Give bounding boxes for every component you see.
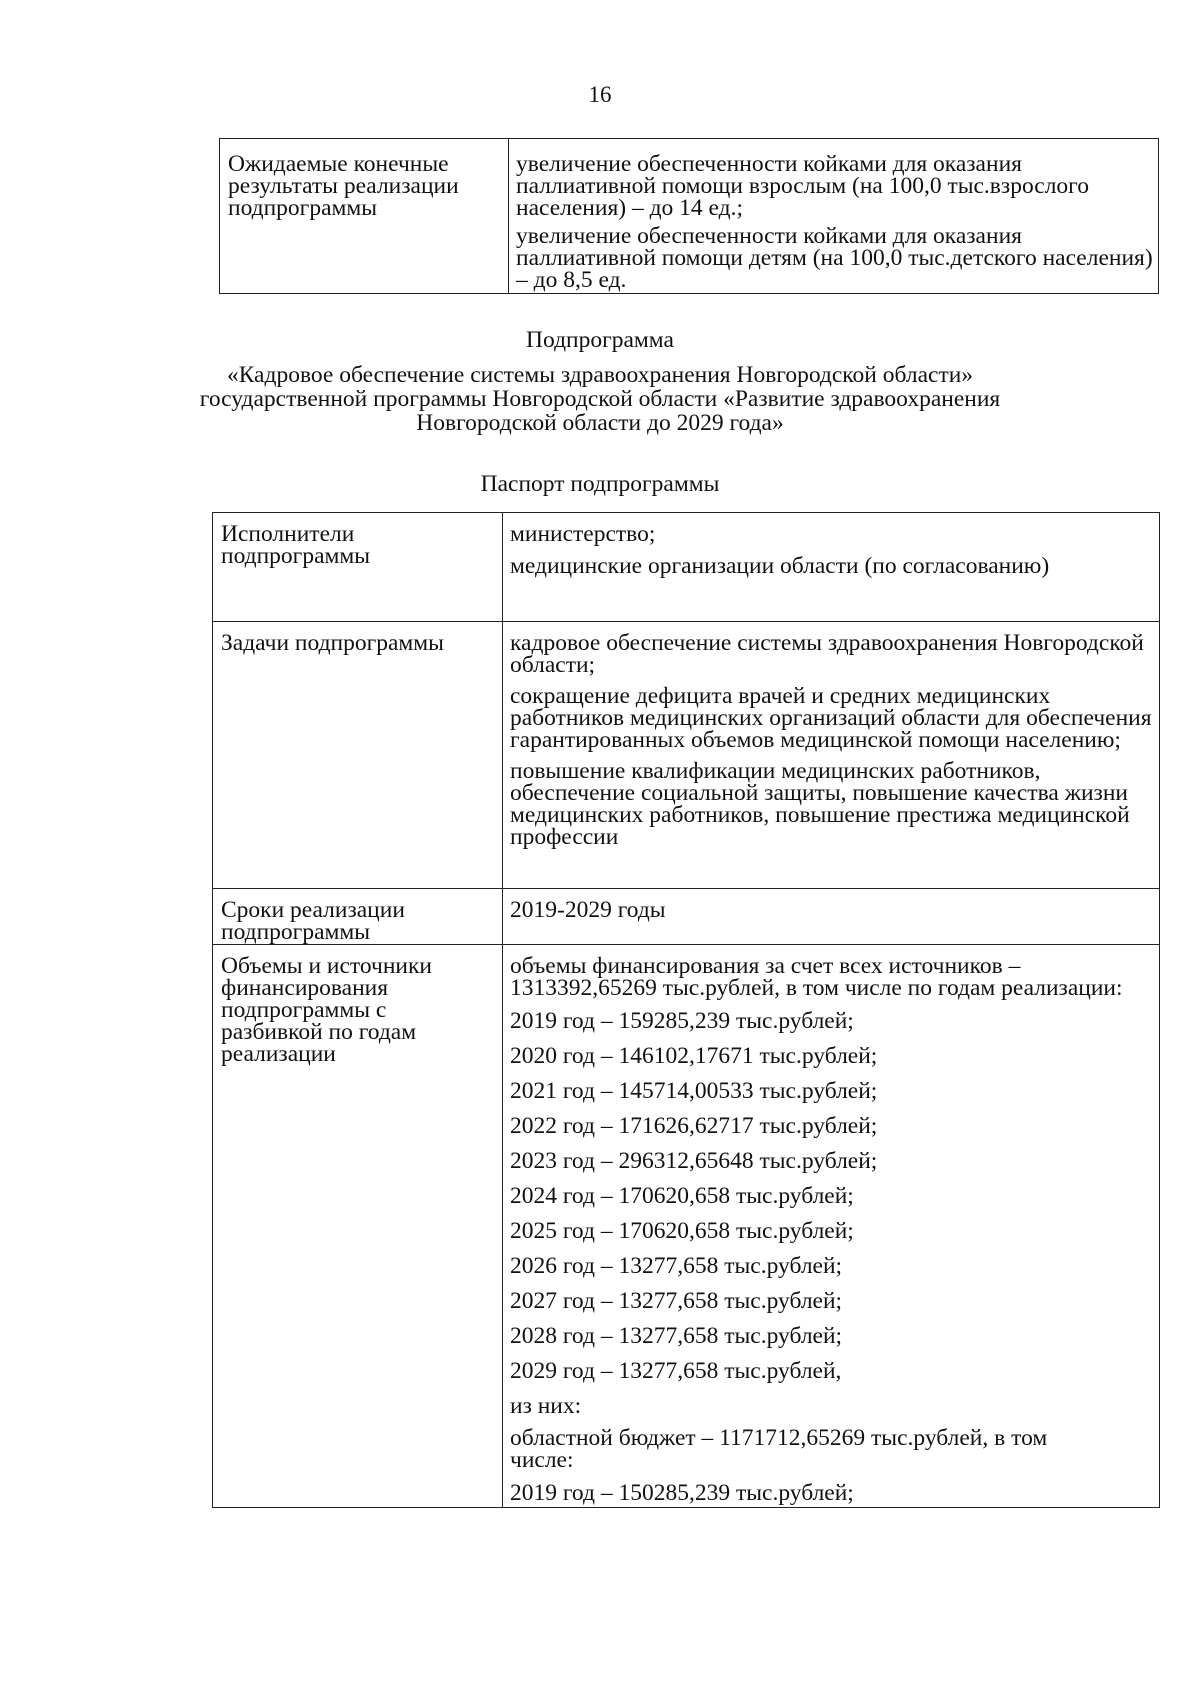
funding-year-line: 2028 год – 13277,658 тыс.рублей;	[510, 1323, 843, 1349]
table-row	[213, 622, 1160, 889]
table-row	[213, 889, 1160, 945]
expected-result-adults: увеличение обеспеченности койками для оказания паллиативной помощи взрослым (на 100,0 тыс.взрослого населения) – до 14 ед.;	[516, 151, 1089, 221]
funding-year-line: 2026 год – 13277,658 тыс.рублей;	[510, 1253, 843, 1279]
subprogram-title	[0, 363, 1200, 435]
funding-values	[503, 945, 1160, 1508]
performers-values	[503, 513, 1160, 622]
performer-medical-organizations: медицинские организации области (по согласованию)	[510, 553, 1050, 579]
page-number: 16	[588, 82, 612, 107]
funding-year-line: 2025 год – 170620,658 тыс.рублей;	[510, 1218, 854, 1244]
performer-ministry: министерство;	[510, 521, 656, 547]
funding-regional-budget	[510, 1427, 1155, 1471]
terms-label	[213, 889, 503, 945]
funding-year-line: 2023 год – 296312,65648 тыс.рублей;	[510, 1148, 878, 1174]
task-staffing: кадровое обеспечение системы здравоохранения Новгородской области;	[510, 630, 1144, 678]
performers-label-text: Исполнители подпрограммы	[221, 521, 371, 569]
expected-results-table	[219, 138, 1159, 294]
subprogram-heading: Подпрограмма	[526, 327, 674, 353]
funding-year-line: 2019 год – 159285,239 тыс.рублей;	[510, 1008, 854, 1034]
task-qualification: повышение квалификации медицинских работников, обеспечение социальной защиты, повышение качества жизни медицинских работников, повышение престижа медицинской профессии	[510, 758, 1130, 850]
table-row	[213, 945, 1160, 1508]
terms-value: 2019-2029 годы	[503, 889, 1160, 945]
tasks-values	[503, 622, 1160, 889]
funding-year-line: 2020 год – 146102,17671 тыс.рублей;	[510, 1043, 878, 1069]
passport-heading: Паспорт подпрограммы	[480, 471, 720, 497]
task-deficit-reduction: сокращение дефицита врачей и средних медицинских работников медицинских организаций области для обеспечения гарантированных объемов медицинской помощи населению;	[510, 683, 1152, 753]
expected-results-values	[509, 139, 1159, 294]
funding-year-line: 2029 год – 13277,658 тыс.рублей,	[510, 1358, 842, 1384]
performers-label	[213, 513, 503, 622]
tasks-label: Задачи подпрограммы	[213, 622, 503, 889]
funding-year-line: 2021 год – 145714,00533 тыс.рублей;	[510, 1078, 878, 1104]
funding-regional-year-line: 2019 год – 150285,239 тыс.рублей;	[510, 1480, 854, 1506]
expected-results-label: Ожидаемые конечные результаты реализации подпрограммы	[220, 139, 509, 294]
passport-table	[212, 512, 1160, 1508]
subprogram-title-text: «Кадровое обеспечение системы здравоохранения Новгородской области» государственной программы Новгородской области «Развитие здравоохранения Новгородской области до 2029 года»	[199, 362, 1001, 436]
funding-year-line: 2027 год – 13277,658 тыс.рублей;	[510, 1288, 843, 1314]
funding-of-them: из них:	[510, 1393, 582, 1419]
funding-label-text: Объемы и источники финансирования подпрограммы с разбивкой по годам реализации	[221, 953, 432, 1067]
table-row	[213, 513, 1160, 622]
table-row	[220, 139, 1159, 294]
terms-label-text: Сроки реализации подпрограммы	[221, 897, 405, 945]
expected-result-children: увеличение обеспеченности койками для оказания паллиативной помощи детям (на 100,0 тыс.детского населения) – до 8,5 ед.	[516, 223, 1153, 293]
funding-regional-budget-text: областной бюджет – 1171712,65269 тыс.рублей, в том числе:	[510, 1425, 1048, 1473]
funding-year-line: 2024 год – 170620,658 тыс.рублей;	[510, 1183, 854, 1209]
funding-label	[213, 945, 503, 1508]
funding-intro: объемы финансирования за счет всех источников – 1313392,65269 тыс.рублей, в том числе по годам реализации:	[510, 953, 1123, 1001]
funding-year-line: 2022 год – 171626,62717 тыс.рублей;	[510, 1113, 878, 1139]
